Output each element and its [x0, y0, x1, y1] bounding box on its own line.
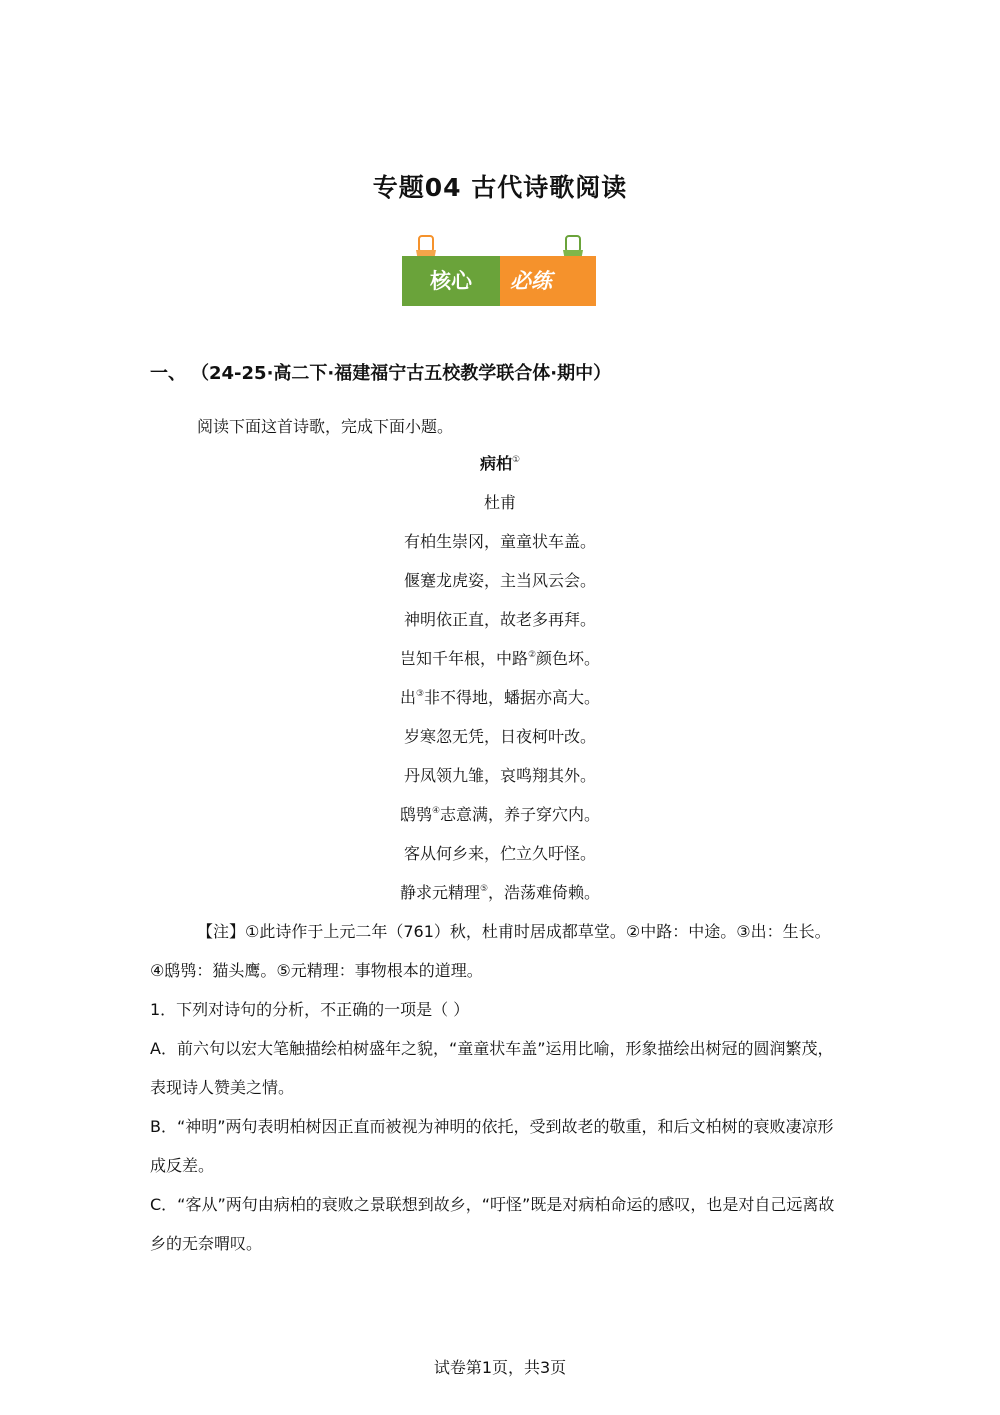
- poem-notes: 【注】①此诗作于上元二年（761）秋，杜甫时居成都草堂。②中路：中途。③出：生长。④鸱鸮：猫头鹰。⑤元精理：事物根本的道理。: [150, 922, 831, 980]
- section-number: 一、: [150, 363, 186, 384]
- footnote-mark: ⑤: [479, 884, 489, 894]
- poem-line: 有柏生崇冈，童童状车盖。: [403, 532, 596, 551]
- section-source: （24-25·高二下·福建福宁古五校教学联合体·期中）: [200, 363, 612, 384]
- poem-line-text: 志意满，养子穿穴内。: [440, 805, 601, 824]
- section-heading: [150, 359, 611, 385]
- option-b: B．“神明”两句表明柏树因正直而被视为神明的依托，受到故老的敬重，和后文柏树的衰败凄凉形成反差。: [150, 1117, 834, 1175]
- option-a: A．前六句以宏大笔触描绘柏树盛年之貌，“童童状车盖”运用比喻，形象描绘出树冠的圆润繁茂，表现诗人赞美之情。: [150, 1039, 834, 1097]
- poem-title-line: [0, 452, 1000, 491]
- poem-line-text: ，浩荡难倚赖。: [488, 883, 601, 902]
- poem-line: 神明依正直，故老多再拜。: [403, 610, 596, 629]
- reading-instruction: 阅读下面这首诗歌，完成下面小题。: [197, 417, 454, 436]
- poem-line-text: 鸱鸮: [399, 805, 432, 824]
- poem-line: 客从何乡来，伫立久吁怪。: [403, 844, 596, 863]
- poem-line-text: 非不得地，蟠据亦高大。: [424, 688, 601, 707]
- poem-line-text: 出: [399, 688, 416, 707]
- badge-right-label: 必练: [510, 269, 552, 293]
- poem-line: [0, 647, 1000, 686]
- poem-line-text: 静求元精理: [399, 883, 480, 902]
- poem-line: [0, 686, 1000, 725]
- footnote-mark: ①: [511, 455, 521, 465]
- footnote-mark: ②: [527, 650, 537, 660]
- poem-line: 丹凤领九雏，哀鸣翔其外。: [403, 766, 596, 785]
- document-title: 专题04 古代诗歌阅读: [372, 173, 628, 202]
- poem-line: 偃蹇龙虎姿，主当风云会。: [403, 571, 596, 590]
- footnote-mark: ③: [415, 689, 425, 699]
- poem-line: 岁寒忽无凭，日夜柯叶改。: [403, 727, 596, 746]
- page-footer: 试卷第1页，共3页: [433, 1358, 567, 1377]
- poem-title: 病柏: [479, 454, 512, 473]
- option-c: C．“客从”两句由病柏的衰败之景联想到故乡，“吁怪”既是对病柏命运的感叹，也是对自己远离故乡的无奈喟叹。: [150, 1195, 835, 1253]
- question-1: [150, 990, 840, 1263]
- question-stem: 1．下列对诗句的分析，不正确的一项是（ ）: [150, 1000, 470, 1019]
- footnote-mark: ④: [431, 806, 441, 816]
- poem-line-text: 颜色坏。: [536, 649, 601, 668]
- core-practice-badge: [400, 232, 600, 310]
- poem: [0, 452, 1000, 920]
- badge-left-label: 核心: [430, 269, 472, 293]
- poem-line-text: 岂知千年根，中路: [399, 649, 528, 668]
- poem-author: 杜甫: [483, 493, 516, 512]
- poem-line: [0, 803, 1000, 842]
